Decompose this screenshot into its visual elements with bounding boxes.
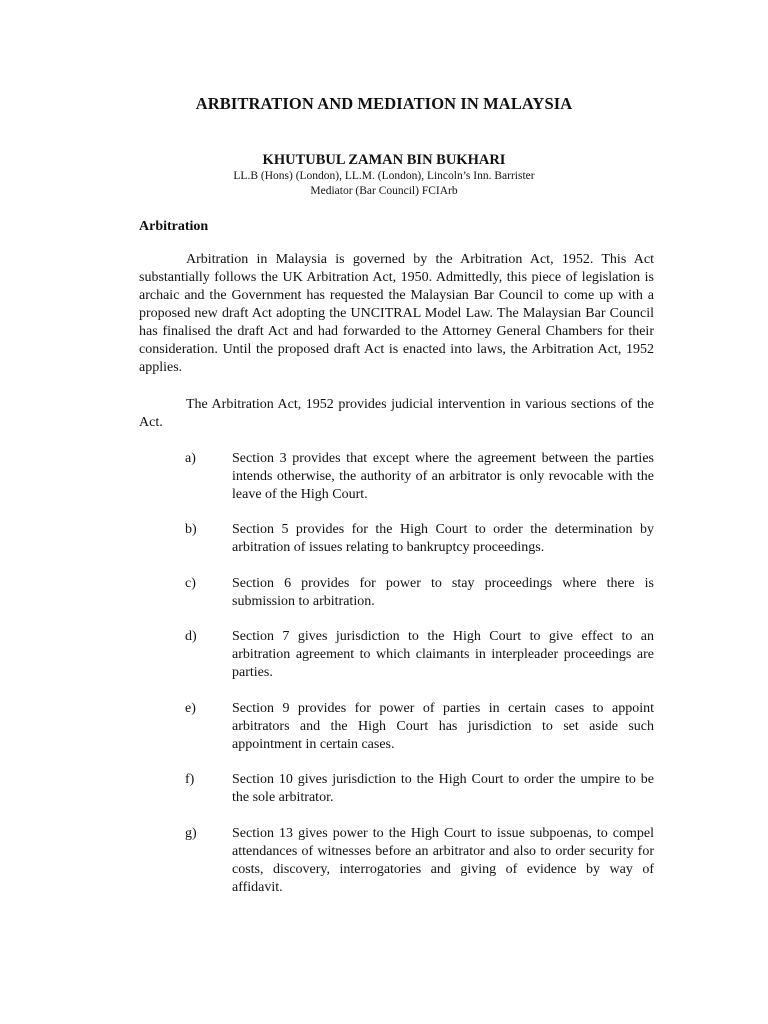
document-title: ARBITRATION AND MEDIATION IN MALAYSIA (195, 94, 573, 113)
list-item-text: Section 5 provides for the High Court to order the determination by arbitration of issues relating to bankruptcy proceedings. (232, 522, 654, 555)
list-item-label: d) (185, 629, 197, 644)
author-credentials-line1: LL.B (Hons) (London), LL.M. (London), Lincoln’s Inn. Barrister (233, 170, 535, 182)
list-item-label: e) (185, 701, 196, 716)
paragraph: The Arbitration Act, 1952 provides judicial intervention in various sections of the Act. (139, 397, 654, 430)
section-heading: Arbitration (139, 219, 209, 234)
author-credentials-line2: Mediator (Bar Council) FCIArb (310, 185, 458, 197)
list-item-label: c) (185, 576, 196, 591)
paragraph: Arbitration in Malaysia is governed by the Arbitration Act, 1952. This Act substantially follows the UK Arbitration Act, 1950. Admittedly, this piece of legislation is archaic and the Government has requested the Malaysian Bar Council to come up with a proposed new draft Act adopting the UNCITRAL Model Law. The Malaysian Bar Council has finalised the draft Act and had forwarded to the Attorney General Chambers for their consideration. Until the proposed draft Act is enacted into laws, the Arbitration Act, 1952 applies. (139, 252, 654, 375)
list-item-text: Section 3 provides that except where the agreement between the parties intends otherwise, the authority of an arbitrator is only revocable with the leave of the High Court. (232, 451, 654, 502)
author-name: KHUTUBUL ZAMAN BIN BUKHARI (262, 152, 506, 168)
list-item-label: a) (185, 451, 196, 466)
list-item-label: g) (185, 826, 197, 841)
list-item-text: Section 6 provides for power to stay proceedings where there is submission to arbitration. (232, 576, 654, 609)
list-item-label: b) (185, 522, 197, 537)
list-item-text: Section 7 gives jurisdiction to the High Court to give effect to an arbitration agreement to which claimants in interpleader proceedings are parties. (232, 629, 654, 680)
list-item-label: f) (185, 772, 195, 787)
list-item-text: Section 10 gives jurisdiction to the High Court to order the umpire to be the sole arbitrator. (232, 772, 654, 805)
list-item-text: Section 9 provides for power of parties in certain cases to appoint arbitrators and the High Court has jurisdiction to set aside such appointment in certain cases. (232, 701, 654, 752)
list-item-text: Section 13 gives power to the High Court to issue subpoenas, to compel attendances of witnesses before an arbitrator and also to order security for costs, discovery, interrogatories and giving of evidence by way of affidavit. (232, 826, 654, 895)
